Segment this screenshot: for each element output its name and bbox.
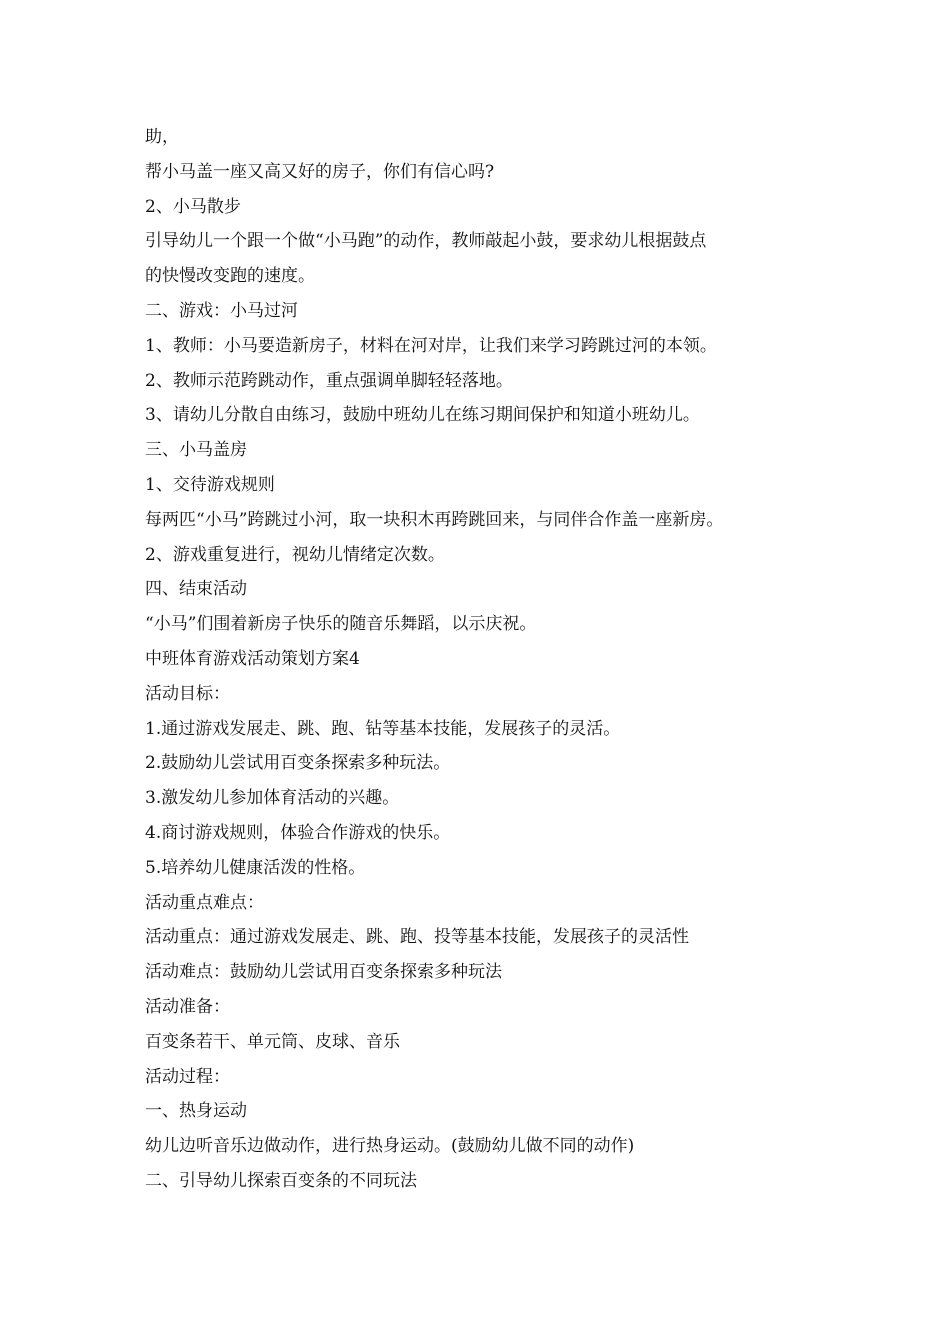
text-line: 2、游戏重复进行，视幼儿情绪定次数。 [145,544,445,565]
text-line: 活动难点：鼓励幼儿尝试用百变条探索多种玩法 [145,962,502,983]
section-heading: 三、小马盖房 [145,440,247,461]
text-line: 1、交待游戏规则 [145,474,275,495]
text-line: 2.鼓励幼儿尝试用百变条探索多种玩法。 [145,753,451,774]
text-line: “小马”们围着新房子快乐的随音乐舞蹈，以示庆祝。 [145,614,537,635]
document-title: 中班体育游戏活动策划方案4 [145,648,360,669]
section-heading: 活动重点难点： [145,892,264,913]
text-line: 帮小马盖一座又高又好的房子，你们有信心吗? [145,161,495,182]
text-line: 活动重点：通过游戏发展走、跳、跑、投等基本技能，发展孩子的灵活性 [145,927,689,948]
text-line: 5.培养幼儿健康活泼的性格。 [145,857,366,878]
text-line: 1、教师：小马要造新房子，材料在河对岸，让我们来学习跨跳过河的本领。 [145,335,717,356]
section-heading: 活动准备： [145,996,230,1017]
section-heading: 活动目标： [145,683,230,704]
section-heading: 活动过程： [145,1066,230,1087]
text-line: 2、小马散步 [145,196,241,217]
document-body [145,120,825,1199]
text-line: 4.商讨游戏规则，体验合作游戏的快乐。 [145,822,451,843]
text-line: 百变条若干、单元筒、皮球、音乐 [145,1031,400,1052]
text-line: 2、教师示范跨跳动作，重点强调单脚轻轻落地。 [145,370,513,391]
text-line: 的快慢改变跑的速度。 [145,266,315,287]
text-line: 1.通过游戏发展走、跳、跑、钻等基本技能，发展孩子的灵活。 [145,718,621,739]
text-line: 助， [145,127,179,147]
text-line: 每两匹“小马”跨跳过小河，取一块积木再跨跳回来，与同伴合作盖一座新房。 [145,509,724,530]
section-heading: 二、引导幼儿探索百变条的不同玩法 [145,1170,417,1191]
text-line: 幼儿边听音乐边做动作，进行热身运动。(鼓励幼儿做不同的动作) [145,1136,635,1157]
text-line: 引导幼儿一个跟一个做“小马跑”的动作，教师敲起小鼓，要求幼儿根据鼓点 [145,231,707,252]
section-heading: 一、热身运动 [145,1101,247,1122]
section-heading: 二、游戏：小马过河 [145,300,298,321]
section-heading: 四、结束活动 [145,579,247,600]
text-line: 3.激发幼儿参加体育活动的兴趣。 [145,788,400,809]
text-line: 3、请幼儿分散自由练习，鼓励中班幼儿在练习期间保护和知道小班幼儿。 [145,405,700,426]
